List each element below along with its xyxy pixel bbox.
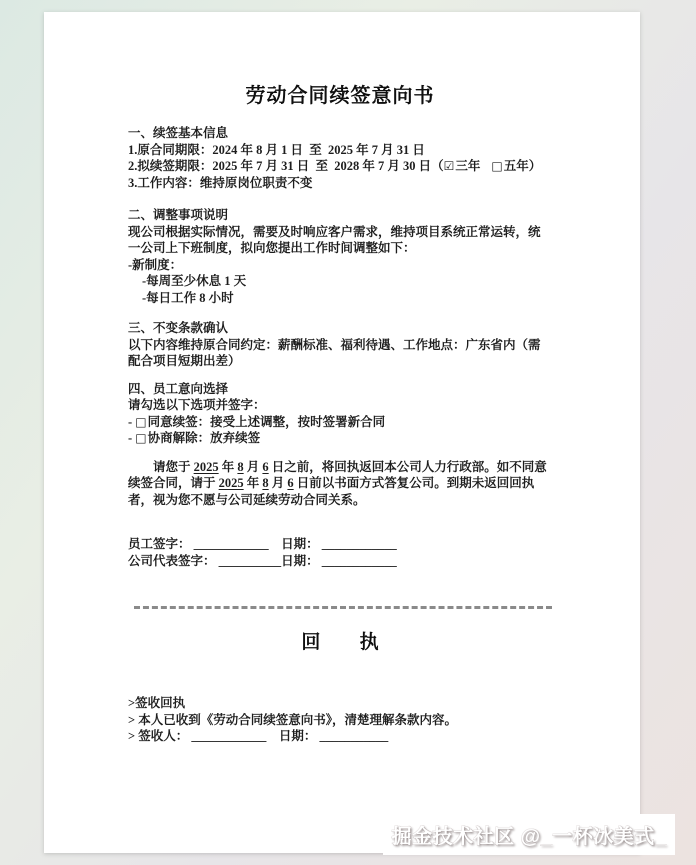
basic-info-heading: 一、续签基本信息 bbox=[128, 126, 229, 140]
section-unchanged-terms bbox=[128, 320, 552, 370]
policy-item: -每周至少休息 1 天 bbox=[142, 274, 247, 288]
employee-choice-heading: 四、员工意向选择 bbox=[128, 381, 229, 396]
section-basic-info bbox=[128, 125, 552, 191]
option-bullet: - bbox=[128, 431, 136, 445]
notice-text: 月 bbox=[243, 459, 263, 474]
option-bullet: - bbox=[128, 414, 136, 429]
notice-text: 年 bbox=[243, 476, 263, 490]
option-agree-renew bbox=[128, 414, 552, 431]
term-five-label: 五年 bbox=[503, 159, 529, 173]
renewal-term-suffix: ） bbox=[528, 159, 542, 173]
section-employee-choice bbox=[128, 381, 552, 447]
notice-underlined-day: 6 bbox=[262, 459, 269, 474]
notice-text: 月 bbox=[268, 476, 288, 490]
cut-line-divider bbox=[134, 606, 552, 609]
checkbox-unchecked-icon[interactable]: □ bbox=[491, 159, 503, 173]
unchanged-terms-heading: 三、不变条款确认 bbox=[128, 321, 229, 335]
receipt-title: 回 执 bbox=[301, 632, 379, 653]
notice-underlined-month: 8 bbox=[262, 476, 269, 490]
adjustments-heading: 二、调整事项说明 bbox=[128, 208, 229, 222]
return-notice-paragraph bbox=[128, 459, 552, 509]
policy-item: -每日工作 8 小时 bbox=[142, 290, 234, 305]
work-content-line: 3.工作内容：维持原岗位职责不变 bbox=[128, 175, 313, 190]
notice-underlined-month: 8 bbox=[237, 459, 244, 474]
receipt-ack-heading: >签收回执 bbox=[128, 696, 186, 710]
renewal-term-line bbox=[128, 158, 552, 175]
checkbox-unchecked-icon[interactable]: □ bbox=[135, 431, 147, 445]
option-text: 协商解除：放弃续签 bbox=[147, 431, 261, 445]
watermark-strip bbox=[383, 814, 675, 855]
original-term-line: 1.原合同期限：2024 年 8 月 1 日 至 2025 年 7 月 31 日 bbox=[128, 142, 425, 157]
policy-label: -新制度： bbox=[128, 257, 183, 272]
receipt-sign-row: > 签收人： ____________ 日期： ___________ bbox=[128, 729, 389, 743]
document-page bbox=[44, 12, 640, 853]
notice-underlined-year: 2025 bbox=[193, 459, 219, 474]
checkbox-checked-icon[interactable]: ☑ bbox=[443, 159, 455, 173]
watermark-text: 掘金技术社区 @_一杯冰美式_ bbox=[391, 826, 667, 848]
section-adjustments bbox=[128, 207, 552, 306]
notice-underlined-day: 6 bbox=[287, 476, 294, 490]
company-signature-row: 公司代表签字： __________日期： ____________ bbox=[128, 553, 397, 568]
receipt-section bbox=[128, 695, 552, 745]
employee-choice-intro: 请勾选以下选项并签字： bbox=[128, 398, 266, 412]
signature-block bbox=[128, 536, 552, 569]
unchanged-terms-paragraph: 以下内容维持原合同约定：薪酬标准、福利待遇、工作地点：广东省内（需配合项目短期出差） bbox=[128, 337, 541, 368]
notice-text: 日前以书面方式答复公司。到期未返回回执者，视为您不愿与公司延续劳动合同关系。 bbox=[128, 476, 535, 507]
option-text: 同意续签：接受上述调整，按时签署新合同 bbox=[147, 414, 386, 429]
notice-text: 年 bbox=[218, 459, 238, 474]
document-title: 劳动合同续签意向书 bbox=[245, 85, 435, 107]
notice-text: 日之前，将回执返回本公司人力行政部。如不同意续签合同，请于 bbox=[128, 459, 547, 490]
option-terminate bbox=[128, 430, 552, 447]
employee-signature-row: 员工签字： ____________ 日期： ____________ bbox=[128, 537, 397, 551]
renewal-term-text: 2.拟续签期限：2025 年 7 月 31 日 至 2028 年 7 月 30 日（ bbox=[128, 159, 444, 173]
notice-underlined-year: 2025 bbox=[218, 476, 244, 490]
notice-text: 请您于 bbox=[153, 459, 194, 474]
term-three-label: 三年 bbox=[455, 159, 481, 173]
receipt-ack-line: > 本人已收到《劳动合同续签意向书》，清楚理解条款内容。 bbox=[128, 712, 457, 727]
adjustments-paragraph: 现公司根据实际情况，需要及时响应客户需求，维持项目系统正常运转，统一公司上下班制度，拟向您提出工作时间调整如下： bbox=[128, 224, 541, 255]
checkbox-unchecked-icon[interactable]: □ bbox=[135, 414, 147, 429]
